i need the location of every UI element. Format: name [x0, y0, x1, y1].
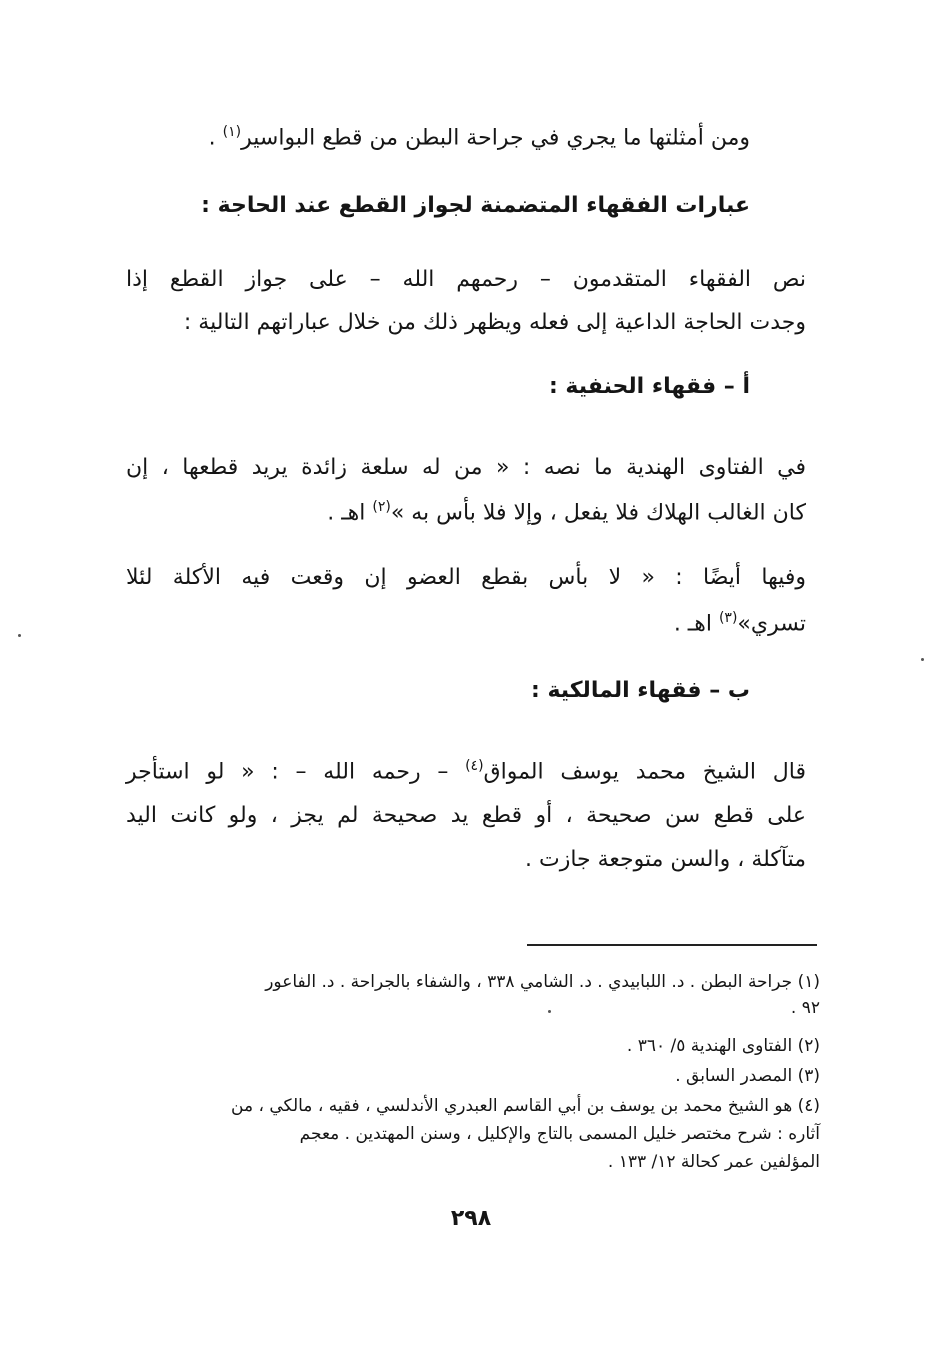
paragraph-5-line-1: [126, 758, 806, 786]
footnote-4-line-1: (٤) هو الشيخ محمد بن يوسف بن أبي القاسم العبدري الأندلسي ، فقيه ، مالكي ، من: [231, 1096, 820, 1116]
footnote-ref-4: (٤): [465, 758, 484, 774]
footnote-ref-3: (٣): [718, 610, 738, 626]
paragraph-5-line-3: متآكلة ، والسن متوجعة جازت .: [525, 847, 806, 872]
paragraph-3-line-2-text: كان الغالب الهلاك فلا يفعل ، وإلا فلا بأس به »: [390, 500, 806, 526]
footnote-ref-1: (١): [222, 124, 242, 140]
paragraph-5-line-1-b: – رحمه الله – : « لو استأجر: [126, 759, 466, 785]
paragraph-3-line-1: في الفتاوى الهندية ما نصه : « من له سلعة زائدة يريد قطعها ، إن: [126, 455, 806, 480]
paragraph-4-line-1: وفيها أيضًا : « لا بأس بقطع العضو إن وقعت فيه الأكلة لئلا: [126, 565, 806, 590]
paragraph-2-line-1: نص الفقهاء المتقدمون – رحمهم الله – على جواز القطع إذا: [126, 267, 806, 292]
paragraph-5-line-2: على قطع سن صحيحة ، أو قطع يد صحيحة لم يجز ، ولو كانت اليد: [126, 803, 806, 828]
paragraph-3-line-2: [106, 499, 806, 527]
paragraph-1-text: ومن أمثلتها ما يجري في جراحة البطن من قطع البواسير: [241, 125, 750, 151]
scan-speck: [18, 634, 21, 637]
footnote-2: (٢) الفتاوى الهندية ٥/ ٣٦٠ .: [626, 1036, 820, 1056]
paragraph-4-line-2-text: تسري»: [737, 611, 806, 637]
footnote-4-line-2: آثاره : شرح مختصر خليل المسمى بالتاج والإكليل ، وسنن المهتدين . معجم: [299, 1124, 820, 1144]
paragraph-2-line-2: وجدت الحاجة الداعية إلى فعله ويظهر ذلك من خلال عباراتهم التالية :: [183, 310, 806, 335]
scan-speck: [548, 1010, 551, 1013]
paragraph-3-end: اهـ .: [327, 500, 373, 526]
section-heading: عبارات الفقهاء المتضمنة لجواز القطع عند الحاجة :: [201, 193, 750, 218]
footnote-4-line-3: المؤلفين عمر كحالة ١٢/ ١٣٣ .: [607, 1152, 820, 1172]
scan-speck: [921, 658, 924, 661]
paragraph-1: [130, 124, 750, 152]
footnote-separator: [527, 944, 817, 946]
subheading-hanafi: أ – فقهاء الحنفية :: [548, 374, 750, 399]
paragraph-5-line-1-a: قال الشيخ محمد يوسف المواق: [483, 759, 806, 785]
footnote-1-line-2: ٩٢ .: [790, 998, 820, 1018]
page-number: ٢٩٨: [450, 1206, 492, 1231]
footnote-3: (٣) المصدر السابق .: [675, 1066, 820, 1086]
footnote-1-line-1: (١) جراحة البطن . د. اللبابيدي . د. الشامي ٣٣٨ ، والشفاء بالجراحة . د. الفاعور: [265, 972, 820, 992]
paragraph-1-end: .: [208, 125, 223, 151]
paragraph-4-line-2: [106, 610, 806, 638]
subheading-maliki: ب – فقهاء المالكية :: [530, 678, 750, 703]
footnote-ref-2: (٢): [372, 499, 391, 515]
paragraph-4-end: اهـ .: [673, 611, 719, 637]
